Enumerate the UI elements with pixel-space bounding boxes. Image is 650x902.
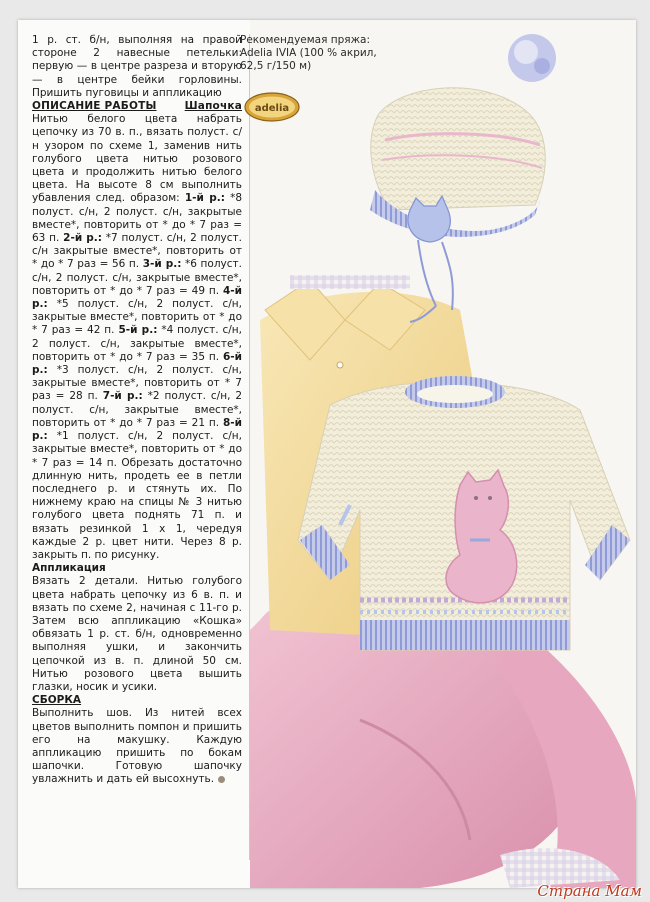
product-photo: [250, 20, 636, 888]
row-6-label: 6-й р.:: [32, 350, 242, 377]
assembly-text: Выполнить шов. Из нитей всех цветов выполнить помпон и пришить его на макушку. Каждую аппликацию пришить по бокам шапочки. Готовую шапочку увлажнить и дать ей высохнуть.: [32, 707, 242, 786]
work-heading-line: [32, 100, 242, 113]
adelia-logo: [244, 92, 300, 122]
yarn-text: Adelia IVIA (100 % акрил, 62,5 г/150 м): [240, 47, 377, 73]
magazine-page: [18, 20, 636, 888]
row-1-text: *8 полуст. с/н, 2 полуст. с/н, закрытые вместе*, повторить от * до * 7 раз = 63 п.: [32, 192, 243, 245]
logo-text: adelia: [254, 103, 290, 114]
photo-illustration: [250, 20, 636, 888]
applique-heading: Аппликация: [32, 562, 106, 575]
hat-intro: Нитью белого цвета набрать цепочку из 70 в. п., вязать полуст. с/н узором по схеме 1, заменив нить голубого цвета нитью розового цвета и продолжить нитью белого цвета. На высоте 8 см выполнить убавления след. образом:: [32, 113, 242, 205]
hat-heading: Шапочка: [184, 100, 242, 113]
yarn-info: [240, 34, 390, 74]
assembly-heading: СБОРКА: [32, 694, 82, 707]
row-8-label: 8-й р.:: [32, 416, 242, 443]
row-8-text: *1 полуст. с/н, 2 полуст. с/н, закрытые вместе*, повторить от * до * 7 раз = 14 п. Обрезать достаточно длинную нить, продеть ее в петли последнего р. и стянуть их. По нижнему краю на спицы № 3 нитью голубого цвета поднять 71 п. и вязать резинкой 1 х 1, чередуя каждые 2 р. цвет нити. Через 8 р. закрыть п. по рисунку.: [32, 430, 242, 561]
intro-text: 1 р. ст. б/н, выполняя на правой стороне 2 навесные петельки: первую — в центре разреза и вторую — в центре бейки горловины. Пришить пуговицы и аппликацию: [32, 34, 242, 99]
row-2-text: *7 полуст. с/н, 2 полуст. с/н закрытые вместе*, повторить от * до * 7 раз = 56 п.: [32, 232, 242, 271]
row-7-label: 7-й р.:: [102, 390, 143, 403]
row-1-label: 1-й р.:: [184, 192, 225, 205]
row-2-label: 2-й р.:: [63, 232, 102, 245]
row-4-text: *5 полуст. с/н, 2 полуст. с/н, закрытые вместе*, повторить от * до * 7 раз = 42 п.: [32, 298, 242, 337]
site-watermark: Страна Мам: [537, 882, 642, 900]
row-7-text: *2 полуст. с/н, 2 полуст. с/н, закрытые вместе*, повторить от * до * 7 раз = 21 п.: [32, 390, 243, 429]
row-6-text: *3 полуст. с/н, 2 полуст. с/н, закрытые вместе*, повторить от * 7 раз = 28 п.: [32, 364, 242, 403]
row-3-text: *6 полуст. с/н, 2 полуст. с/н, закрытые вместе*, повторить от * до * 7 раз = 49 п.: [32, 258, 242, 297]
end-bullet-icon: [218, 776, 225, 783]
column-divider: [249, 34, 250, 860]
assembly-paragraph: [32, 707, 242, 786]
applique-text: Вязать 2 детали. Нитью голубого цвета набрать цепочку из 6 в. п. и вязать по схеме 2, начиная с 11-го р. Затем всю аппликацию «Кошка» обвязать 1 р. ст. б/н, одновременно выполняя ушки, и закончить цепочкой из в. п. длиной 50 см. Нитью розового цвета вышить глазки, носик и усики.: [32, 575, 242, 693]
row-3-label: 3-й р.:: [142, 258, 182, 271]
instructions-column: [32, 34, 242, 787]
row-5-text: *4 полуст. с/н, 2 полуст. с/н, закрытые вместе*, повторить от * до * 7 раз = 35 п.: [32, 324, 243, 363]
yarn-label: Рекомендуемая пряжа:: [240, 34, 371, 46]
hat-paragraph: [32, 113, 242, 562]
work-heading: ОПИСАНИЕ РАБОТЫ: [32, 100, 157, 113]
row-4-label: 4-й р.:: [32, 284, 242, 311]
row-5-label: 5-й р.:: [118, 324, 158, 337]
